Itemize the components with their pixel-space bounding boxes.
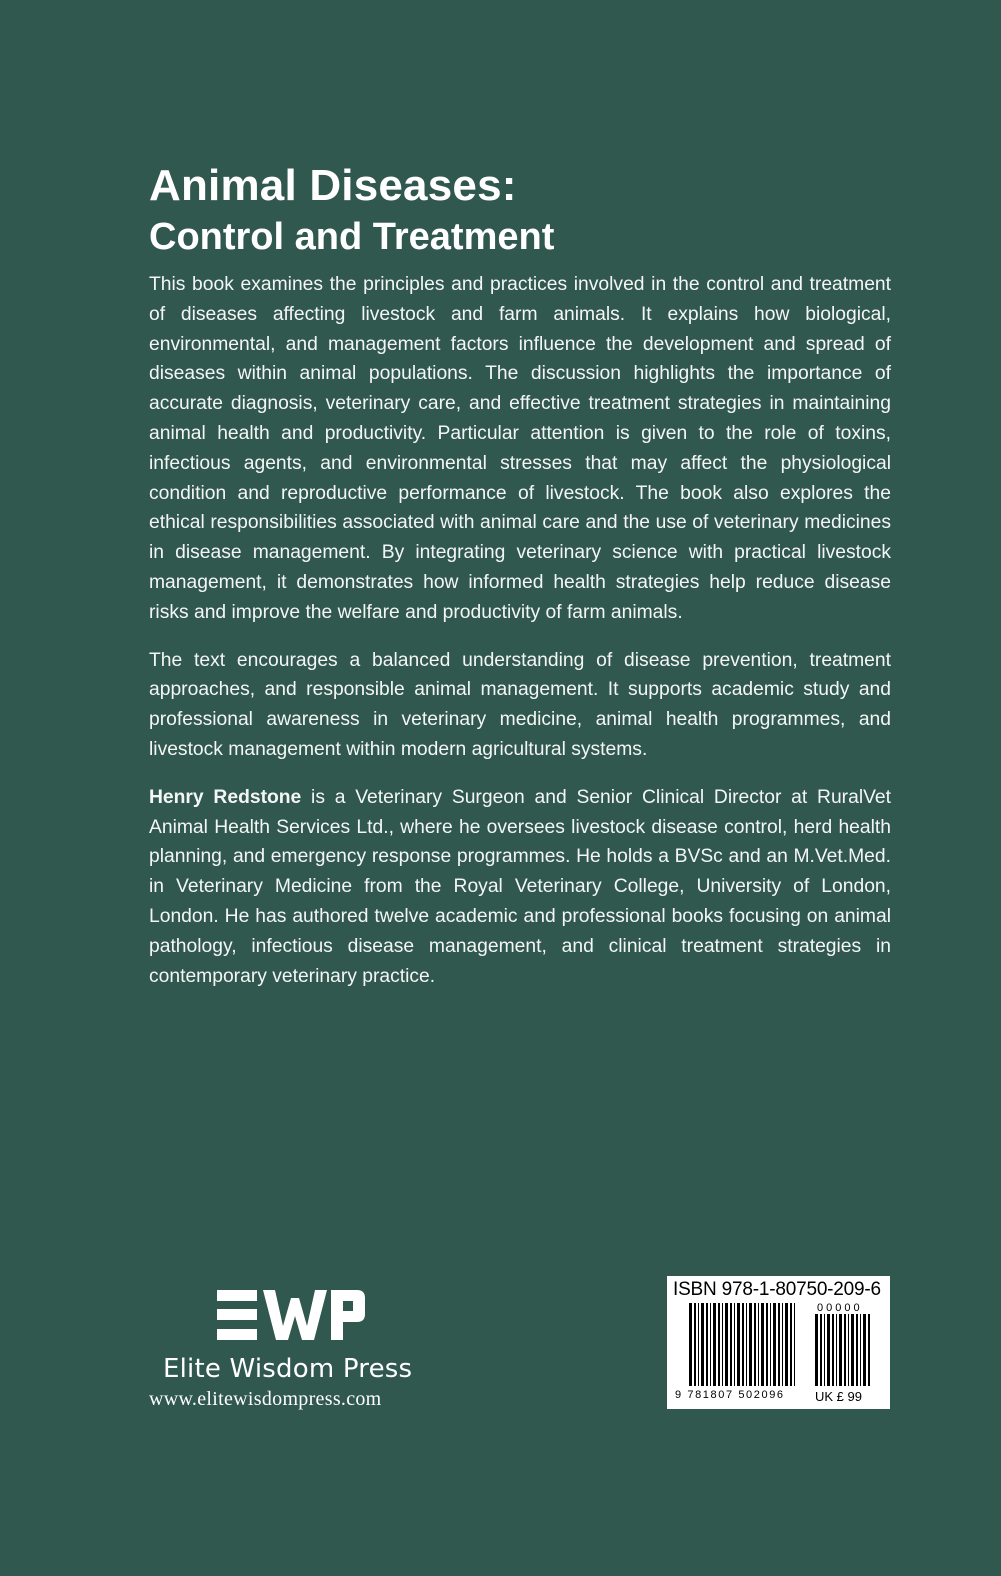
author-bio-paragraph: [149, 783, 891, 992]
publisher-name: Elite Wisdom Press: [163, 1354, 413, 1384]
book-title: Animal Diseases:: [149, 161, 517, 210]
isbn-barcode: [667, 1276, 890, 1409]
barcode-addon-digits: 00000: [817, 1302, 863, 1314]
publisher-block: [149, 1290, 449, 1410]
author-name: Henry Redstone: [149, 786, 302, 808]
description-paragraph-1: This book examines the principles and practices involved in the control and treatment of diseases affecting livestock and farm animals. It explains how biological, environmental, and management factors influence the development and spread of diseases within animal populations. The discussion highlights the importance of accurate diagnosis, veterinary care, and effective treatment strategies in maintaining animal health and productivity. Particular attention is given to the role of toxins, infectious agents, and environmental stresses that may affect the physiological condition and reproductive performance of livestock. The book also explores the ethical responsibilities associated with animal care and the use of veterinary medicines in disease management. By integrating veterinary science with practical livestock management, it demonstrates how informed health strategies help reduce disease risks and improve the welfare and productivity of farm animals.: [149, 274, 891, 623]
back-cover-text: [149, 270, 891, 991]
book-subtitle: Control and Treatment: [149, 216, 555, 258]
isbn-number: ISBN 978-1-80750-209-6: [673, 1279, 881, 1300]
publisher-url[interactable]: www.elitewisdompress.com: [149, 1388, 382, 1410]
publisher-logo-icon: [217, 1290, 365, 1340]
title-block: [149, 160, 909, 260]
barcode-digits: 9 781807 502096: [675, 1389, 785, 1401]
price-label: UK £ 99: [815, 1389, 862, 1404]
author-bio: is a Veterinary Surgeon and Senior Clinical Director at RuralVet Animal Health Services Ltd., where he oversees livestock disease control, herd health planning, and emergency response programmes. He holds a BVSc and an M.Vet.Med. in Veterinary Medicine from the Royal Veterinary College, University of London, London. He has authored twelve academic and professional books focusing on animal pathology, infectious disease management, and clinical treatment strategies in contemporary veterinary practice.: [149, 786, 891, 987]
description-paragraph-2: The text encourages a balanced understanding of disease prevention, treatment approaches, and responsible animal management. It supports academic study and professional awareness in veterinary medicine, animal health programmes, and livestock management within modern agricultural systems.: [149, 649, 891, 760]
